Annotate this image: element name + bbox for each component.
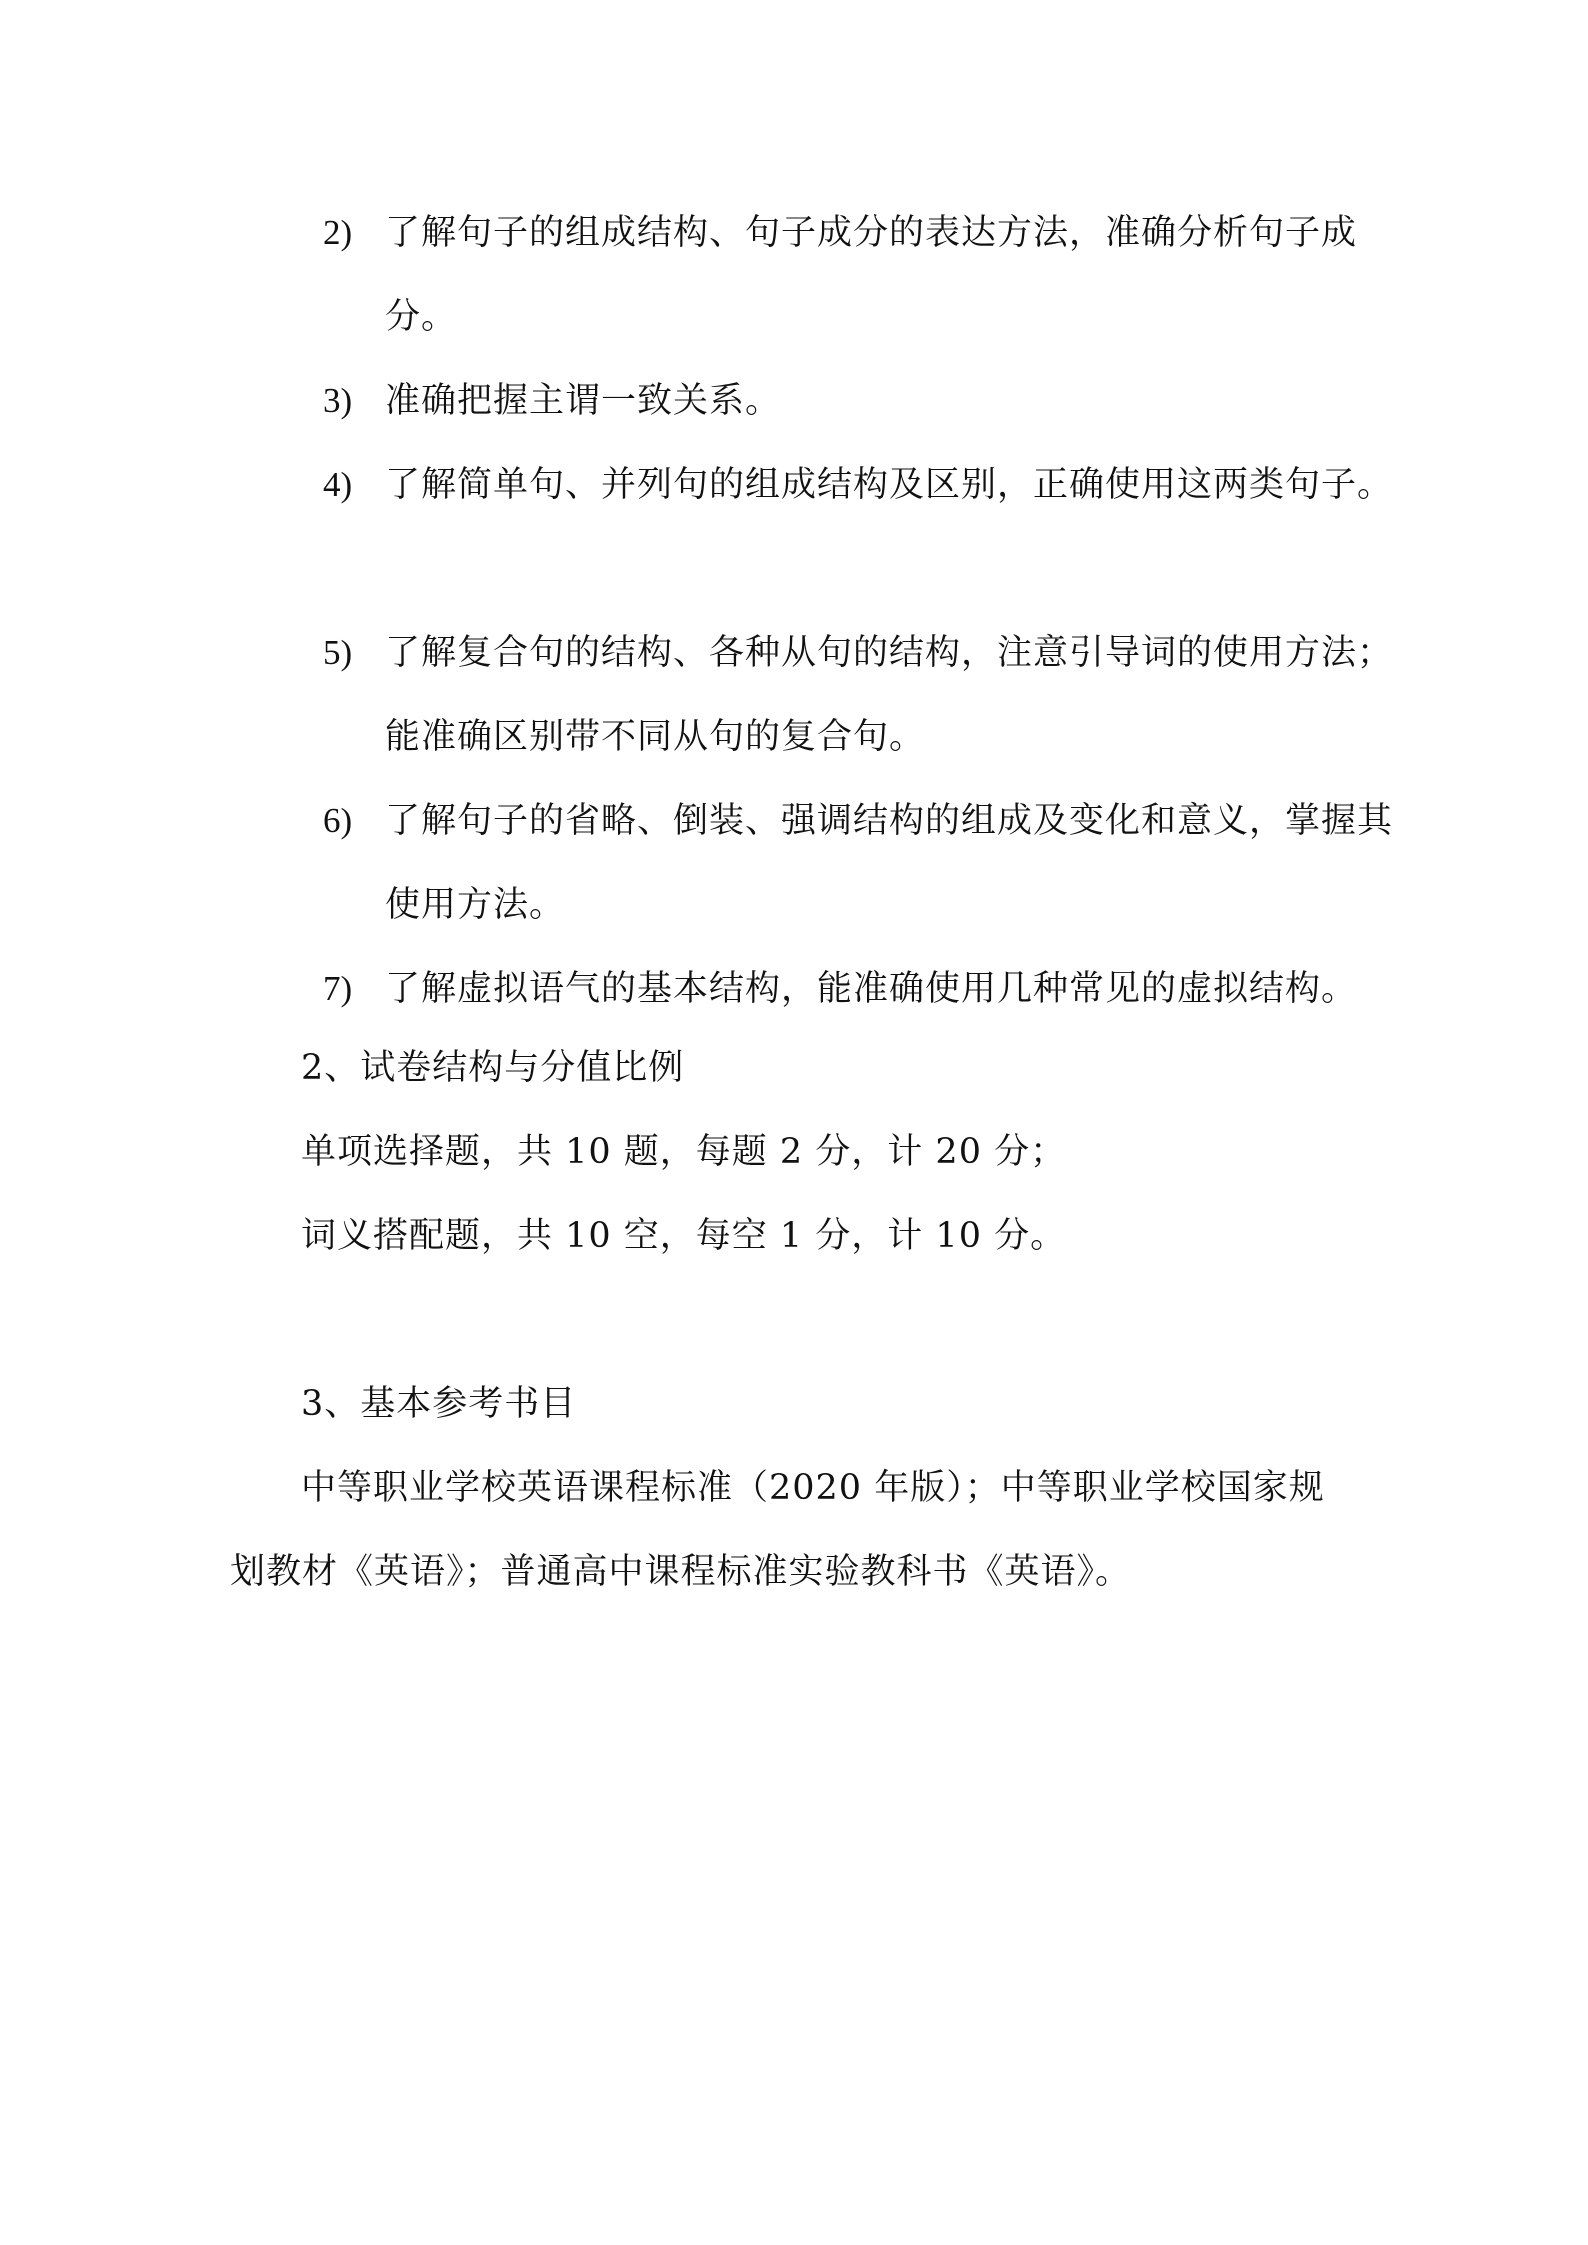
list-item-6 bbox=[323, 779, 1403, 947]
list-item-number: 2) bbox=[323, 213, 353, 252]
references-line-1: 中等职业学校英语课程标准（2020 年版）；中等职业学校国家规 bbox=[301, 1468, 1325, 1508]
list-item-3 bbox=[323, 359, 1403, 443]
section-heading-exam-structure: 2、试卷结构与分值比例 bbox=[301, 1048, 685, 1088]
list-item-text: 了解句子的组成结构、句子成分的表达方法，准确分析句子成分。 bbox=[385, 213, 1358, 337]
exam-structure-line-2: 词义搭配题，共 10 空，每空 1 分，计 10 分。 bbox=[301, 1216, 1067, 1256]
list-item-2 bbox=[323, 191, 1403, 359]
list-item-4 bbox=[323, 443, 1403, 527]
list-item-text: 了解复合句的结构、各种从句的结构，注意引导词的使用方法；能准确区别带不同从句的复合句。 bbox=[385, 633, 1394, 757]
list-item-number: 6) bbox=[323, 801, 353, 840]
list-item-number: 7) bbox=[323, 969, 353, 1008]
exam-structure-line-1: 单项选择题，共 10 题，每题 2 分，计 20 分； bbox=[301, 1132, 1067, 1172]
list-item-number: 3) bbox=[323, 381, 353, 420]
list-item-text: 了解简单句、并列句的组成结构及区别，正确使用这两类句子。 bbox=[385, 465, 1394, 505]
list-item-number: 5) bbox=[323, 633, 353, 672]
list-item-text: 准确把握主谓一致关系。 bbox=[385, 381, 782, 421]
list-item-text: 了解句子的省略、倒装、强调结构的组成及变化和意义，掌握其使用方法。 bbox=[385, 801, 1394, 925]
references-line-2: 划教材《英语》；普通高中课程标准实验教科书《英语》。 bbox=[230, 1552, 1132, 1592]
list-item-5 bbox=[323, 611, 1403, 779]
list-item-text: 了解虚拟语气的基本结构，能准确使用几种常见的虚拟结构。 bbox=[385, 969, 1358, 1009]
section-heading-references: 3、基本参考书目 bbox=[301, 1384, 577, 1424]
list-item-number: 4) bbox=[323, 465, 353, 504]
list-item-7 bbox=[323, 947, 1403, 1031]
